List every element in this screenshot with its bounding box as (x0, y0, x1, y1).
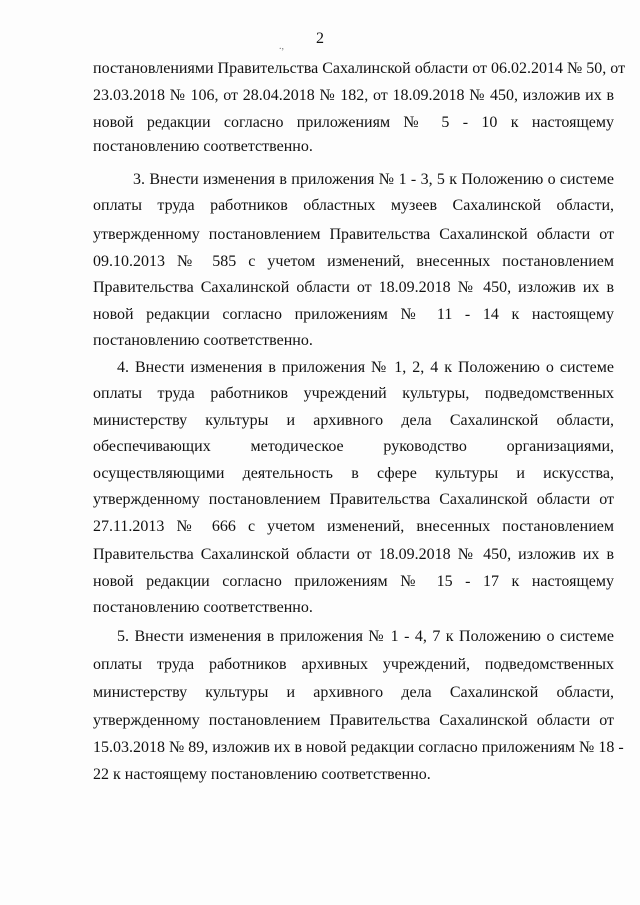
text-line: 22 к настоящему постановлению соответственно. (93, 766, 431, 783)
text-line: утвержденному постановлением Правительства Сахалинской области от (93, 226, 614, 243)
text-line: утвержденному постановлением Правительства Сахалинской области от (93, 712, 614, 729)
text-line: оплаты труда работников областных музеев Сахалинской области, (93, 197, 614, 214)
text-line: постановлению соответственно. (93, 599, 313, 616)
text-line: осуществляющими деятельность в сфере культуры и искусства, (93, 465, 614, 482)
text-line: Правительства Сахалинской области от 18.09.2018 № 450, изложив их в (93, 279, 614, 296)
text-line: 3. Внести изменения в приложения № 1 - 3, 5 к Положению о системе (133, 171, 614, 188)
text-line: оплаты труда работников архивных учреждений, подведомственных (93, 656, 614, 673)
text-line: министерству культуры и архивного дела Сахалинской области, (93, 684, 614, 701)
text-line: постановлению соответственно. (93, 138, 313, 155)
text-line: обеспечивающих методическое руководство организациями, (93, 438, 614, 455)
text-line: новой редакции согласно приложениям № 11 - 14 к настоящему (93, 306, 614, 323)
text-line: 23.03.2018 № 106, от 28.04.2018 № 182, от 18.09.2018 № 450, изложив их в (93, 87, 614, 104)
text-line: министерству культуры и архивного дела Сахалинской области, (93, 412, 614, 429)
text-line: 4. Внести изменения в приложения № 1, 2, 4 к Положению о системе (117, 359, 614, 376)
text-line: 15.03.2018 № 89, изложив их в новой редакции согласно приложениям № 18 - (93, 739, 624, 756)
text-line: Правительства Сахалинской области от 18.09.2018 № 450, изложив их в (93, 546, 614, 563)
text-line: 09.10.2013 № 585 с учетом изменений, внесенных постановлением (93, 253, 614, 270)
text-line: оплаты труда работников учреждений культуры, подведомственных (93, 385, 614, 402)
text-line: постановлению соответственно. (93, 332, 313, 349)
scan-speck: ., (279, 41, 284, 52)
text-line: 5. Внести изменения в приложения № 1 - 4, 7 к Положению о системе (117, 628, 614, 645)
text-line: новой редакции согласно приложениям № 15 - 17 к настоящему (93, 573, 614, 590)
page-number: 2 (316, 30, 324, 47)
text-line: постановлениями Правительства Сахалинской области от 06.02.2014 № 50, от (93, 60, 626, 77)
text-line: новой редакции согласно приложениям № 5 - 10 к настоящему (93, 114, 614, 131)
text-line: 27.11.2013 № 666 с учетом изменений, внесенных постановлением (93, 518, 614, 535)
text-line: утвержденному постановлением Правительства Сахалинской области от (93, 491, 614, 508)
